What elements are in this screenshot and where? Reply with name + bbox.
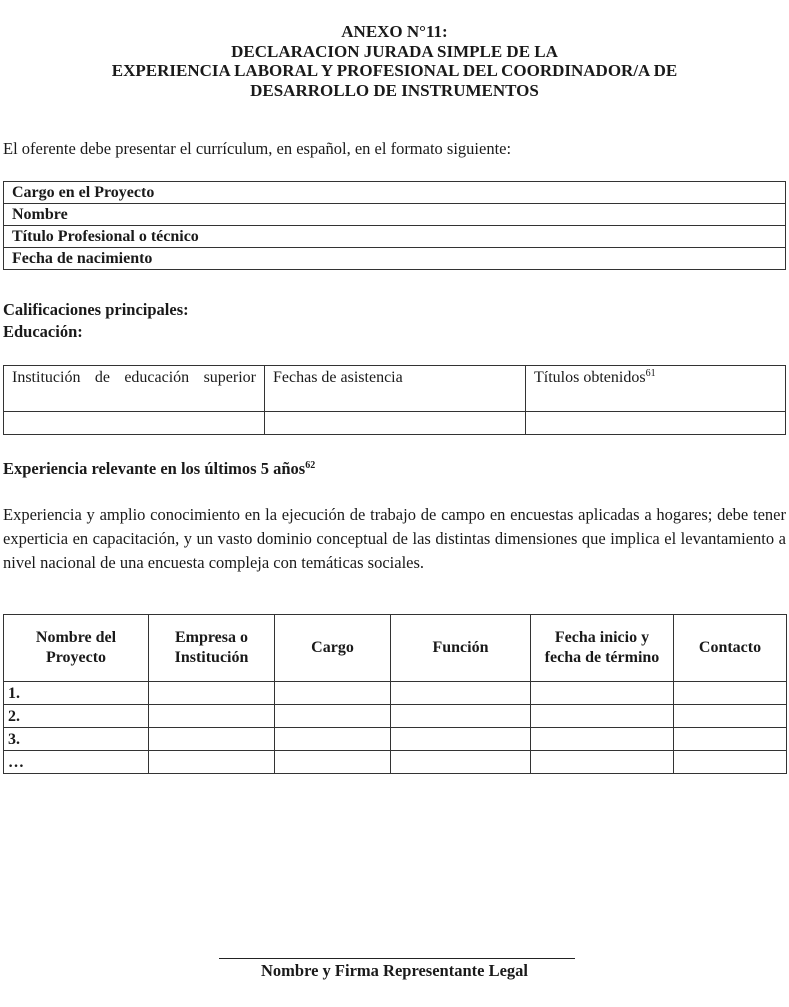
edu-cell-empty[interactable] [526, 412, 786, 435]
edu-header-titulos: Títulos obtenidos$^{61}$ [526, 366, 786, 412]
education-table [3, 365, 786, 435]
educacion-heading: Educación: [3, 322, 83, 341]
calificaciones-heading: Calificaciones principales: [3, 300, 189, 319]
edu-header-fechas: Fechas de asistencia [265, 366, 526, 412]
experience-title-line: EXPERIENCIA LABORAL Y PROFESIONAL DEL COORDINADOR/A DE [111, 61, 678, 80]
table-row [4, 705, 787, 728]
footnote-ref: 61 [645, 368, 656, 379]
annex-title: ANEXO N°11: [341, 22, 448, 41]
experience-heading: Experiencia relevante en los últimos 5 años$^{62}$ [3, 459, 316, 478]
signature-line [219, 958, 575, 959]
exp-header-contacto: Contacto [674, 615, 787, 682]
exp-header-fechas: Fecha inicio y fecha de término [531, 615, 674, 682]
edu-header-institucion: Institución de educación superior [4, 366, 265, 412]
table-header-row [4, 615, 787, 682]
table-row [4, 751, 787, 774]
role-title-line: DESARROLLO DE INSTRUMENTOS [250, 80, 539, 100]
edu-cell-empty[interactable] [4, 412, 265, 435]
edu-cell-empty[interactable] [265, 412, 526, 435]
row-number: 3. [4, 728, 149, 751]
footnote-ref: 62 [305, 460, 316, 471]
table-row [4, 248, 786, 270]
table-row [4, 204, 786, 226]
row-number: 2. [4, 705, 149, 728]
info-nombre-cell[interactable]: Nombre [4, 204, 786, 226]
table-row [4, 226, 786, 248]
declaration-title: DECLARACION JURADA SIMPLE DE LA [231, 41, 558, 61]
intro-text: El oferente debe presentar el currículum, en español, en el formato siguiente: [3, 139, 512, 158]
row-number: … [4, 751, 149, 774]
info-fecha-cell[interactable]: Fecha de nacimiento [4, 248, 786, 270]
document-header [0, 22, 789, 100]
exp-header-proyecto: Nombre del Proyecto [4, 615, 149, 682]
exp-header-empresa: Empresa o Institución [149, 615, 275, 682]
experience-paragraph: Experiencia y amplio conocimiento en la ejecución de trabajo de campo en encuestas aplicadas a hogares; debe tener experticia en capacitación, y un vasto dominio conceptual de las distintas dimensiones que implica el levantamiento a nivel nacional de una encuesta compleja con temáticas sociales. [3, 505, 786, 572]
table-row [4, 182, 786, 204]
table-header-row [4, 366, 786, 412]
table-row [4, 682, 787, 705]
exp-header-cargo: Cargo [275, 615, 391, 682]
experience-table [3, 614, 787, 774]
row-number: 1. [4, 682, 149, 705]
signature-label: Nombre y Firma Representante Legal [260, 961, 528, 980]
table-row [4, 728, 787, 751]
table-row [4, 412, 786, 435]
info-titulo-cell[interactable]: Título Profesional o técnico [4, 226, 786, 248]
personal-info-table [3, 181, 786, 270]
exp-header-funcion: Función [391, 615, 531, 682]
info-cargo-cell[interactable]: Cargo en el Proyecto [4, 182, 786, 204]
